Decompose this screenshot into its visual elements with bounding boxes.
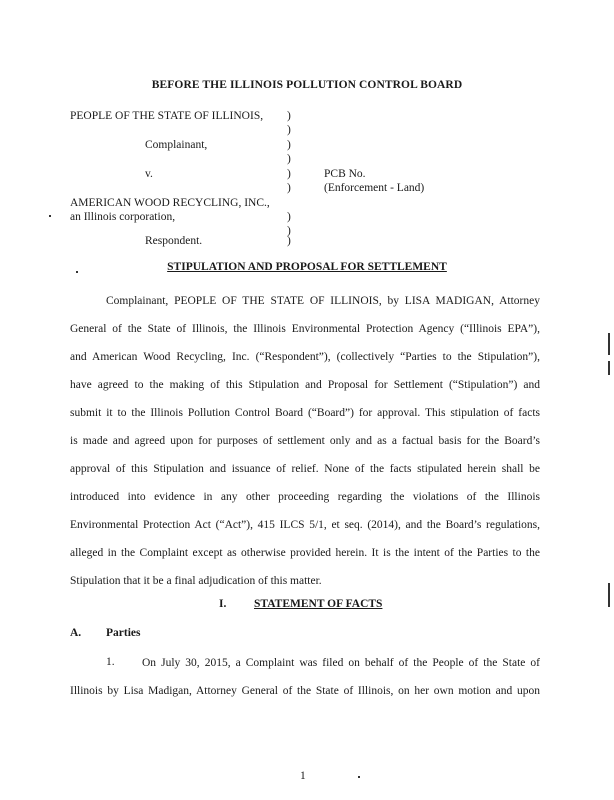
paragraph-line: Complainant, PEOPLE OF THE STATE OF ILLINOIS, by LISA MADIGAN, Attorney: [106, 295, 540, 307]
caption-paren: ): [287, 110, 291, 122]
complainant-label: Complainant,: [145, 139, 208, 151]
paragraph-line: have agreed to the making of this Stipulation and Proposal for Settlement (“Stipulation”) and: [70, 379, 540, 391]
scan-margin-mark: [608, 583, 610, 607]
caption-paren: ): [287, 153, 291, 165]
caption-paren: ): [287, 168, 291, 180]
paragraph-line: submit it to the Illinois Pollution Control Board (“Board”) for approval. This stipulation of facts: [70, 407, 540, 419]
party-complainant-name: PEOPLE OF THE STATE OF ILLINOIS,: [70, 110, 264, 122]
scan-speck: [358, 776, 360, 778]
paragraph-line: and American Wood Recycling, Inc. (“Respondent”), (collectively “Parties to the Stipulation”),: [70, 351, 540, 363]
caption-paren: ): [287, 211, 291, 223]
case-type: (Enforcement - Land): [324, 182, 425, 194]
caption-paren: ): [287, 124, 291, 136]
page-number: 1: [300, 770, 306, 782]
subsection-letter: A.: [70, 627, 82, 639]
caption-paren: ): [287, 235, 291, 247]
paragraph-line: On July 30, 2015, a Complaint was filed on behalf of the People of the State of: [142, 657, 540, 669]
paragraph-line: General of the State of Illinois, the Illinois Environmental Protection Agency (“Illinois EPA”),: [70, 323, 540, 335]
caption-paren: ): [287, 225, 291, 237]
scan-speck: [49, 215, 51, 217]
party-respondent-name: AMERICAN WOOD RECYCLING, INC.,: [70, 197, 270, 209]
scan-margin-mark: [608, 361, 610, 375]
paragraph-line: introduced into evidence in any other proceeding regarding the violations of the Illinois: [70, 491, 540, 503]
board-title: BEFORE THE ILLINOIS POLLUTION CONTROL BOARD: [151, 79, 463, 91]
paragraph-number: 1.: [106, 656, 115, 668]
paragraph-line: Illinois by Lisa Madigan, Attorney General of the State of Illinois, on her own motion and upon: [70, 685, 540, 697]
paragraph-line: approval of this Stipulation and issuance of relief. None of the facts stipulated herein shall be: [70, 463, 540, 475]
section-number: I.: [219, 598, 227, 610]
scan-margin-mark: [608, 333, 610, 355]
paragraph-line: Environmental Protection Act (“Act”), 415 ILCS 5/1, et seq. (2014), and the Board’s regulations,: [70, 519, 540, 531]
scan-speck: [76, 271, 78, 273]
paragraph-line: is made and agreed upon for purposes of settlement only and as a factual basis for the Board’s: [70, 435, 540, 447]
caption-paren: ): [287, 139, 291, 151]
respondent-description: an Illinois corporation,: [70, 211, 176, 223]
paragraph-line: Stipulation that it be a final adjudication of this matter.: [70, 575, 322, 587]
stipulation-heading: STIPULATION AND PROPOSAL FOR SETTLEMENT: [167, 261, 447, 273]
case-number: PCB No.: [324, 168, 366, 180]
section-title: STATEMENT OF FACTS: [254, 598, 383, 610]
paragraph-line: alleged in the Complaint except as otherwise provided herein. It is the intent of the Parties to the: [70, 547, 540, 559]
subsection-title: Parties: [106, 627, 141, 639]
respondent-label: Respondent.: [145, 235, 203, 247]
versus-label: v.: [145, 168, 153, 180]
caption-paren: ): [287, 182, 291, 194]
